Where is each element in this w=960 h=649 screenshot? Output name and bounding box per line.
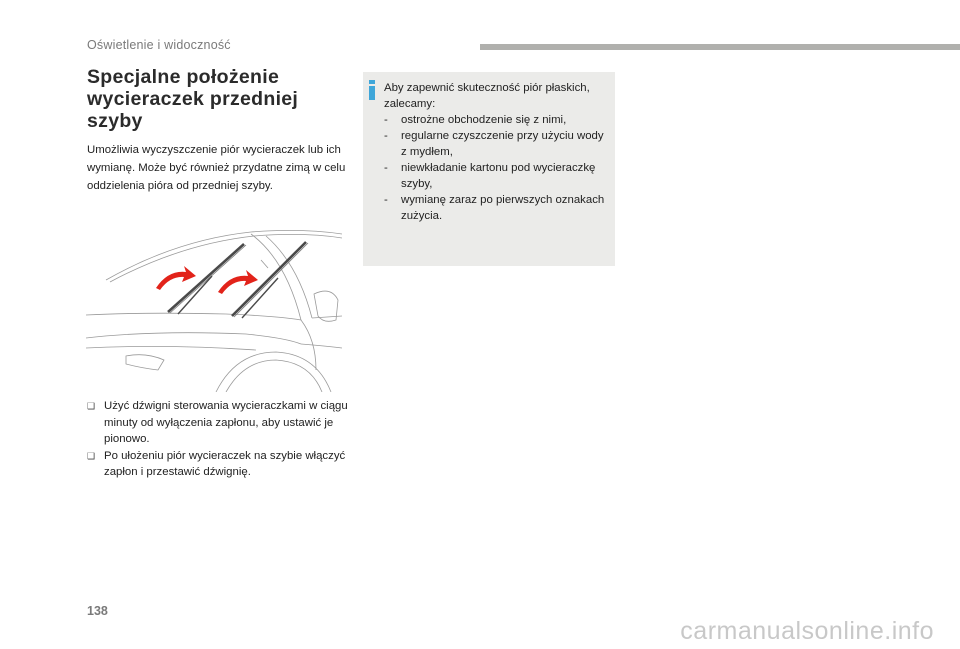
note-list: [384, 112, 610, 224]
note-box: [363, 72, 615, 266]
step-text: Użyć dźwigni sterowania wycieraczkami w ciągu minuty od wyłączenia zapłonu, aby ustawić je pionowo.: [104, 400, 348, 445]
note-intro: Aby zapewnić skuteczność piór płaskich, zalecamy:: [384, 82, 590, 110]
checkbox-bullet-icon: ❑: [87, 401, 96, 411]
note-list-item: - niewkładanie kartonu pod wycieraczkę szyby,: [384, 162, 596, 190]
car-windscreen-drawing: [86, 220, 342, 392]
header-divider-bar: [480, 44, 960, 50]
page-title: Specjalne położenie wycieraczek przedniej szyby: [87, 66, 299, 132]
info-icon: [369, 80, 375, 100]
note-list-item: - wymianę zaraz po pierwszych oznakach zużycia.: [384, 194, 605, 222]
note-list-item: - regularne czyszczenie przy użyciu wody z mydłem,: [384, 130, 604, 158]
page-number: 138: [87, 604, 108, 618]
intro-paragraph: Umożliwia wyczyszczenie piór wycieraczek lub ich wymianę. Może być również przydatne zimą w celu oddzielenia pióra od przedniej szyby.: [87, 144, 346, 192]
checkbox-bullet-icon: ❑: [87, 450, 96, 461]
note-content: [384, 80, 610, 224]
step-item: [87, 448, 349, 481]
step-item: [87, 398, 349, 448]
step-text: Po ułożeniu piór wycieraczek na szybie włączyć zapłon i przestawić dźwignię.: [104, 449, 346, 478]
watermark: carmanualsonline.info: [680, 617, 934, 645]
wiper-illustration: [86, 220, 342, 392]
step-list: [87, 398, 349, 481]
section-header: Oświetlenie i widoczność: [87, 38, 231, 52]
note-list-item: - ostrożne obchodzenie się z nimi,: [384, 114, 567, 126]
